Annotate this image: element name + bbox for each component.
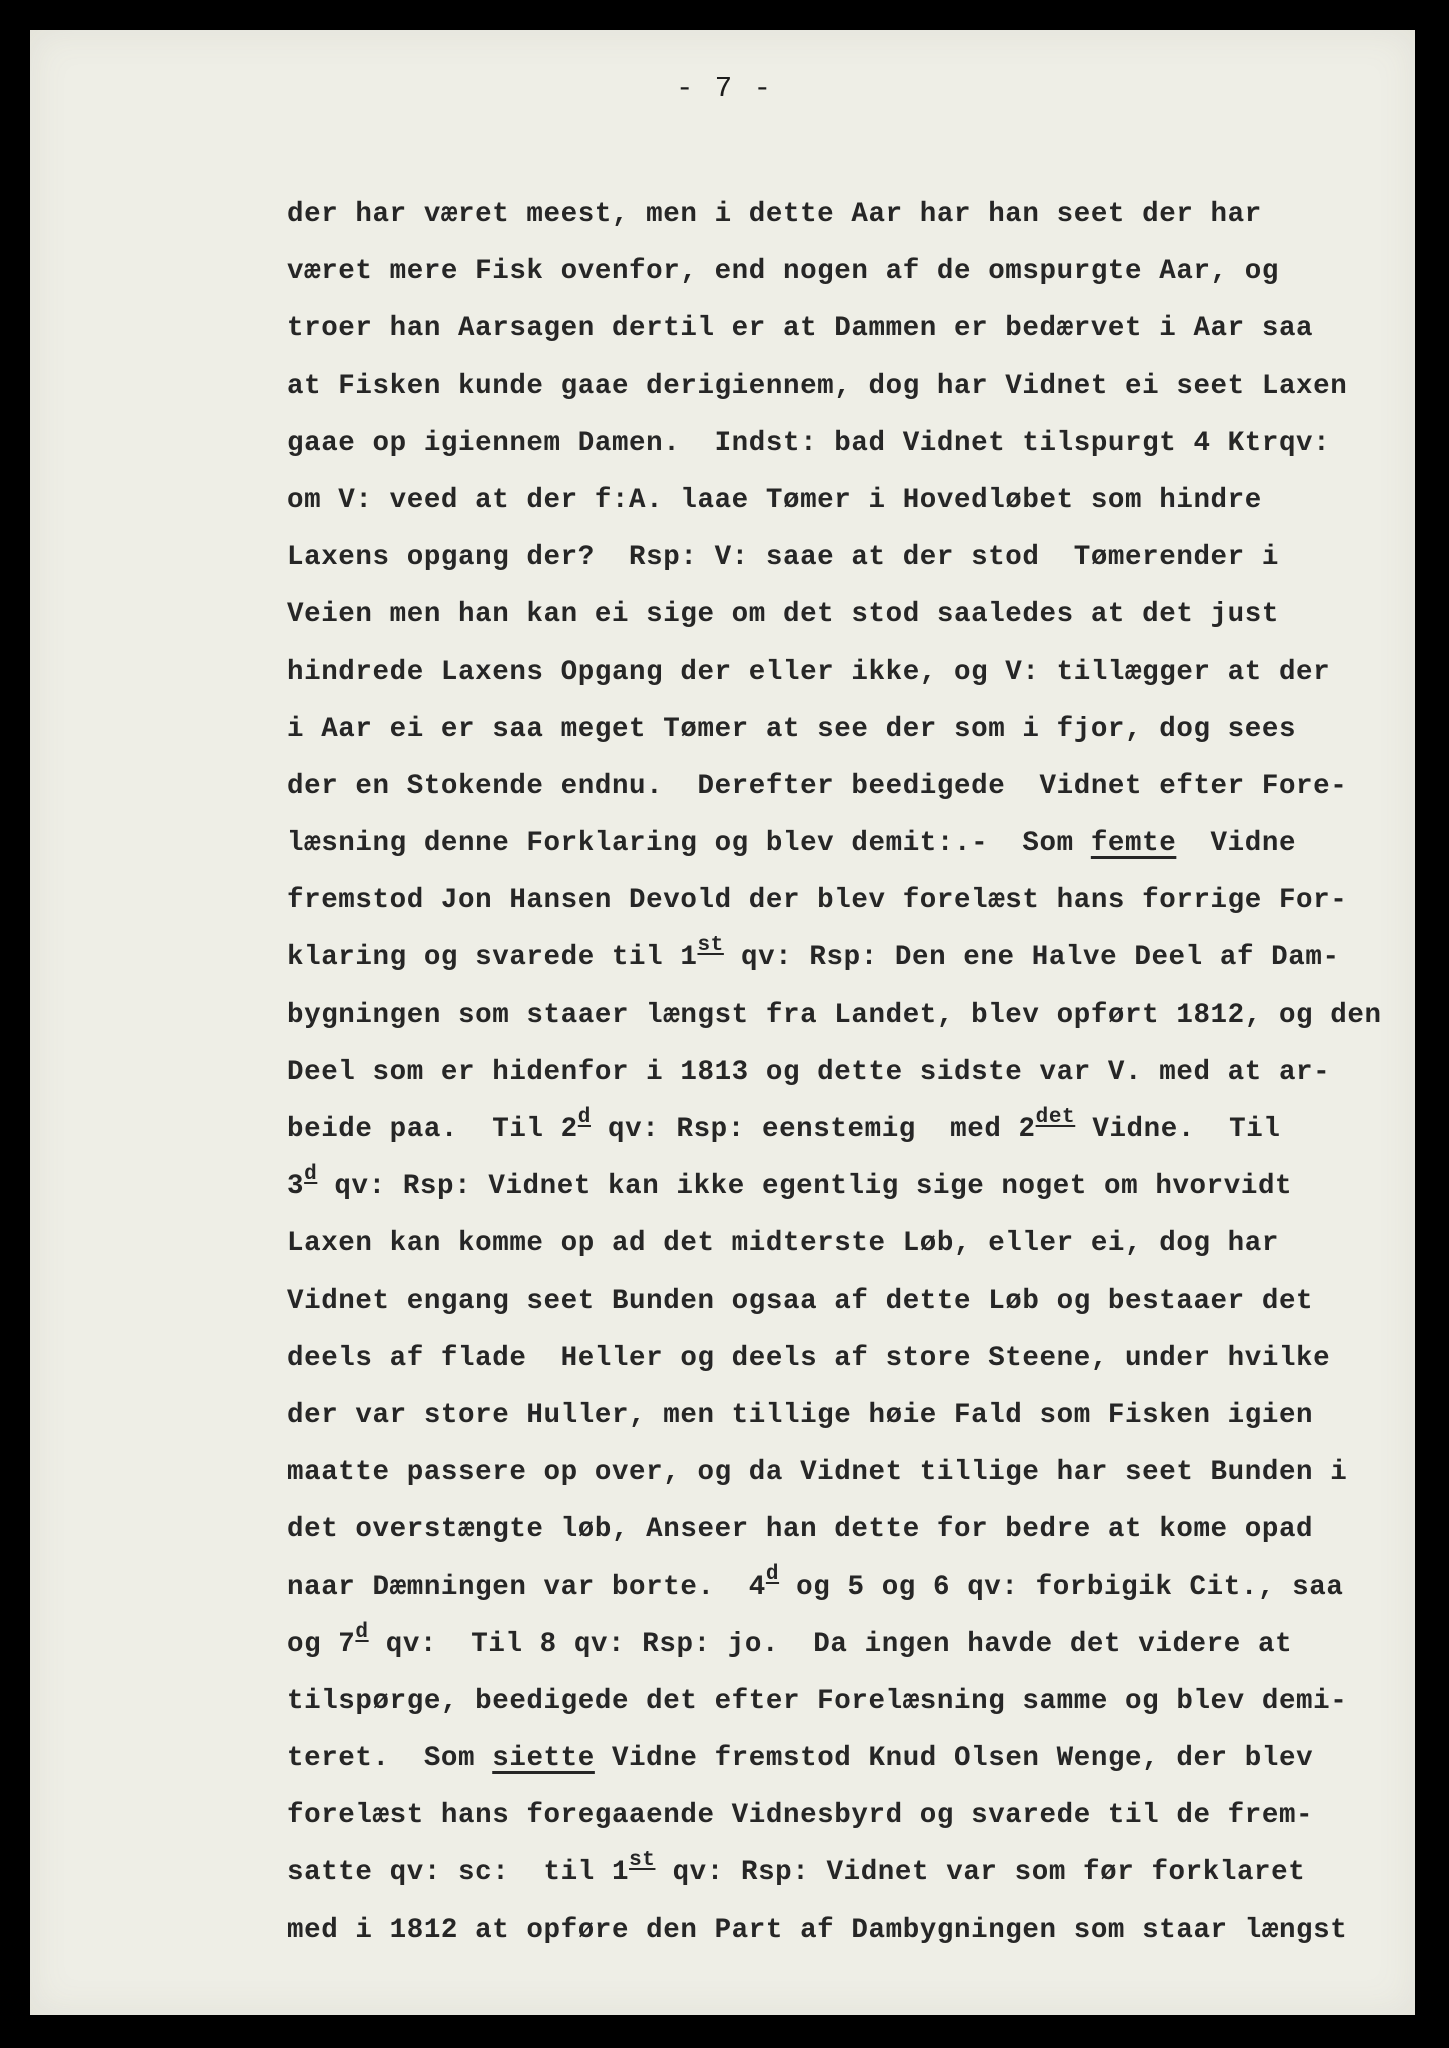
- text-line: [287, 815, 1407, 872]
- text-segment: satte qv: sc: til 1: [287, 1857, 630, 1889]
- text-line: [287, 1902, 1407, 1959]
- text-line: [287, 300, 1407, 357]
- text-segment: hindrede Laxens Opgang der eller ikke, og V: tillægger at der: [287, 656, 1331, 688]
- superscript: d: [765, 1563, 780, 1587]
- text-segment: qv: Rsp: eenstemig med 2: [590, 1114, 1036, 1145]
- text-segment: der var store Huller, men tillige høie Fald som Fisken igien: [287, 1399, 1314, 1431]
- text-segment: gaae op igiennem Damen. Indst: bad Vidnet tilspurgt 4 Ktrqv:: [287, 427, 1331, 459]
- text-segment: maatte passere op over, og da Vidnet tillige har seet Bunden i: [287, 1457, 1348, 1489]
- text-segment: deels af flade Heller og deels af store Steene, under hvilke: [287, 1342, 1331, 1374]
- text-segment: qv: Til 8 qv: Rsp: jo. Da ingen havde det videre at: [368, 1628, 1293, 1660]
- text-segment: naar Dæmningen var borte. 4: [287, 1571, 766, 1603]
- text-segment: at Fisken kunde gaae derigiennem, dog har Vidnet ei seet Laxen: [287, 370, 1348, 402]
- text-line: [287, 929, 1407, 986]
- text-line: [287, 1501, 1407, 1558]
- text-line: [287, 987, 1407, 1044]
- text-line: [287, 243, 1407, 300]
- text-line: [287, 186, 1407, 243]
- text-line: [287, 1444, 1407, 1501]
- text-segment: bygningen som staaer længst fra Landet, blev opført 1812, og den: [287, 999, 1382, 1031]
- text-segment: Vidnet engang seet Bunden ogsaa af dette Løb og bestaaer det: [287, 1285, 1314, 1317]
- text-segment: Vidne: [1176, 828, 1297, 860]
- text-line: [287, 472, 1407, 529]
- text-line: [287, 1787, 1407, 1844]
- text-segment: tilspørge, beedigede det efter Forelæsning samme og blev demi-: [287, 1685, 1348, 1717]
- text-segment: qv: Rsp: Vidnet var som før forklaret: [655, 1857, 1306, 1889]
- text-segment: qv: Rsp: Vidnet kan ikke egentlig sige noget om hvorvidt: [317, 1171, 1293, 1203]
- text-line: [287, 1730, 1407, 1787]
- text-segment: og 7: [287, 1628, 356, 1660]
- text-segment: klaring og svarede til 1: [287, 942, 698, 974]
- text-segment: qv: Rsp: Den ene Halve Deel af Dam-: [723, 942, 1340, 974]
- text-segment: teret. Som: [287, 1743, 493, 1775]
- typed-text-body: [287, 186, 1407, 1959]
- text-segment: troer han Aarsagen dertil er at Dammen er bedærvet i Aar saa: [287, 313, 1314, 345]
- superscript: d: [304, 1163, 318, 1187]
- text-line: [287, 1273, 1407, 1330]
- text-line: [287, 1158, 1407, 1215]
- text-line: [287, 1844, 1407, 1901]
- text-line: [287, 758, 1407, 815]
- text-line: [287, 415, 1407, 472]
- underlined-word: siette: [492, 1743, 595, 1775]
- text-line: [287, 1101, 1407, 1158]
- text-segment: om V: veed at der f:A. laae Tømer i Hovedløbet som hindre: [287, 484, 1262, 516]
- text-segment: Deel som er hidenfor i 1813 og dette sidste var V. med at ar-: [287, 1056, 1331, 1088]
- text-segment: der en Stokende endnu. Derefter beedigede Vidnet efter Fore-: [287, 770, 1348, 802]
- underlined-word: femte: [1090, 828, 1177, 860]
- text-line: [287, 529, 1407, 586]
- superscript: st: [629, 1849, 656, 1873]
- text-line: [287, 586, 1407, 643]
- text-segment: og 5 og 6 qv: forbigik Cit., saa: [779, 1571, 1344, 1603]
- superscript: st: [697, 934, 724, 958]
- text-segment: med i 1812 at opføre den Part af Dambygningen som staar længst: [287, 1914, 1348, 1946]
- text-segment: Vidne. Til: [1075, 1114, 1281, 1145]
- text-segment: der har været meest, men i dette Aar har han seet der har: [287, 199, 1262, 230]
- text-segment: Laxen kan komme op ad det midterste Løb, eller ei, dog har: [287, 1228, 1279, 1260]
- text-segment: 3: [287, 1171, 305, 1203]
- text-line: [287, 701, 1407, 758]
- superscript: det: [1035, 1105, 1076, 1129]
- text-segment: Laxens opgang der? Rsp: V: saae at der stod Tømerender i: [287, 542, 1279, 574]
- text-line: [287, 1673, 1407, 1730]
- text-line: [287, 1616, 1407, 1673]
- text-line: [287, 1387, 1407, 1444]
- text-segment: det overstængte løb, Anseer han dette for bedre at kome opad: [287, 1514, 1314, 1546]
- text-segment: Veien men han kan ei sige om det stod saaledes at det just: [287, 599, 1279, 631]
- text-segment: fremstod Jon Hansen Devold der blev forelæst hans forrige For-: [287, 885, 1348, 917]
- text-segment: læsning denne Forklaring og blev demit:.- Som: [287, 828, 1091, 860]
- text-segment: i Aar ei er saa meget Tømer at see der som i fjor, dog sees: [287, 713, 1297, 745]
- text-segment: beide paa. Til 2: [287, 1114, 578, 1145]
- text-line: [287, 644, 1407, 701]
- page-number: - 7 -: [675, 72, 773, 105]
- text-segment: forelæst hans foregaaende Vidnesbyrd og svarede til de frem-: [287, 1800, 1314, 1832]
- superscript: d: [355, 1620, 369, 1644]
- text-line: [287, 1044, 1407, 1101]
- text-line: [287, 1559, 1407, 1616]
- text-segment: Vidne fremstod Knud Olsen Wenge, der blev: [594, 1743, 1314, 1775]
- text-segment: været mere Fisk ovenfor, end nogen af de omspurgte Aar, og: [287, 256, 1279, 288]
- text-line: [287, 1215, 1407, 1272]
- text-line: [287, 358, 1407, 415]
- text-line: [287, 872, 1407, 929]
- text-line: [287, 1330, 1407, 1387]
- superscript: d: [577, 1105, 591, 1129]
